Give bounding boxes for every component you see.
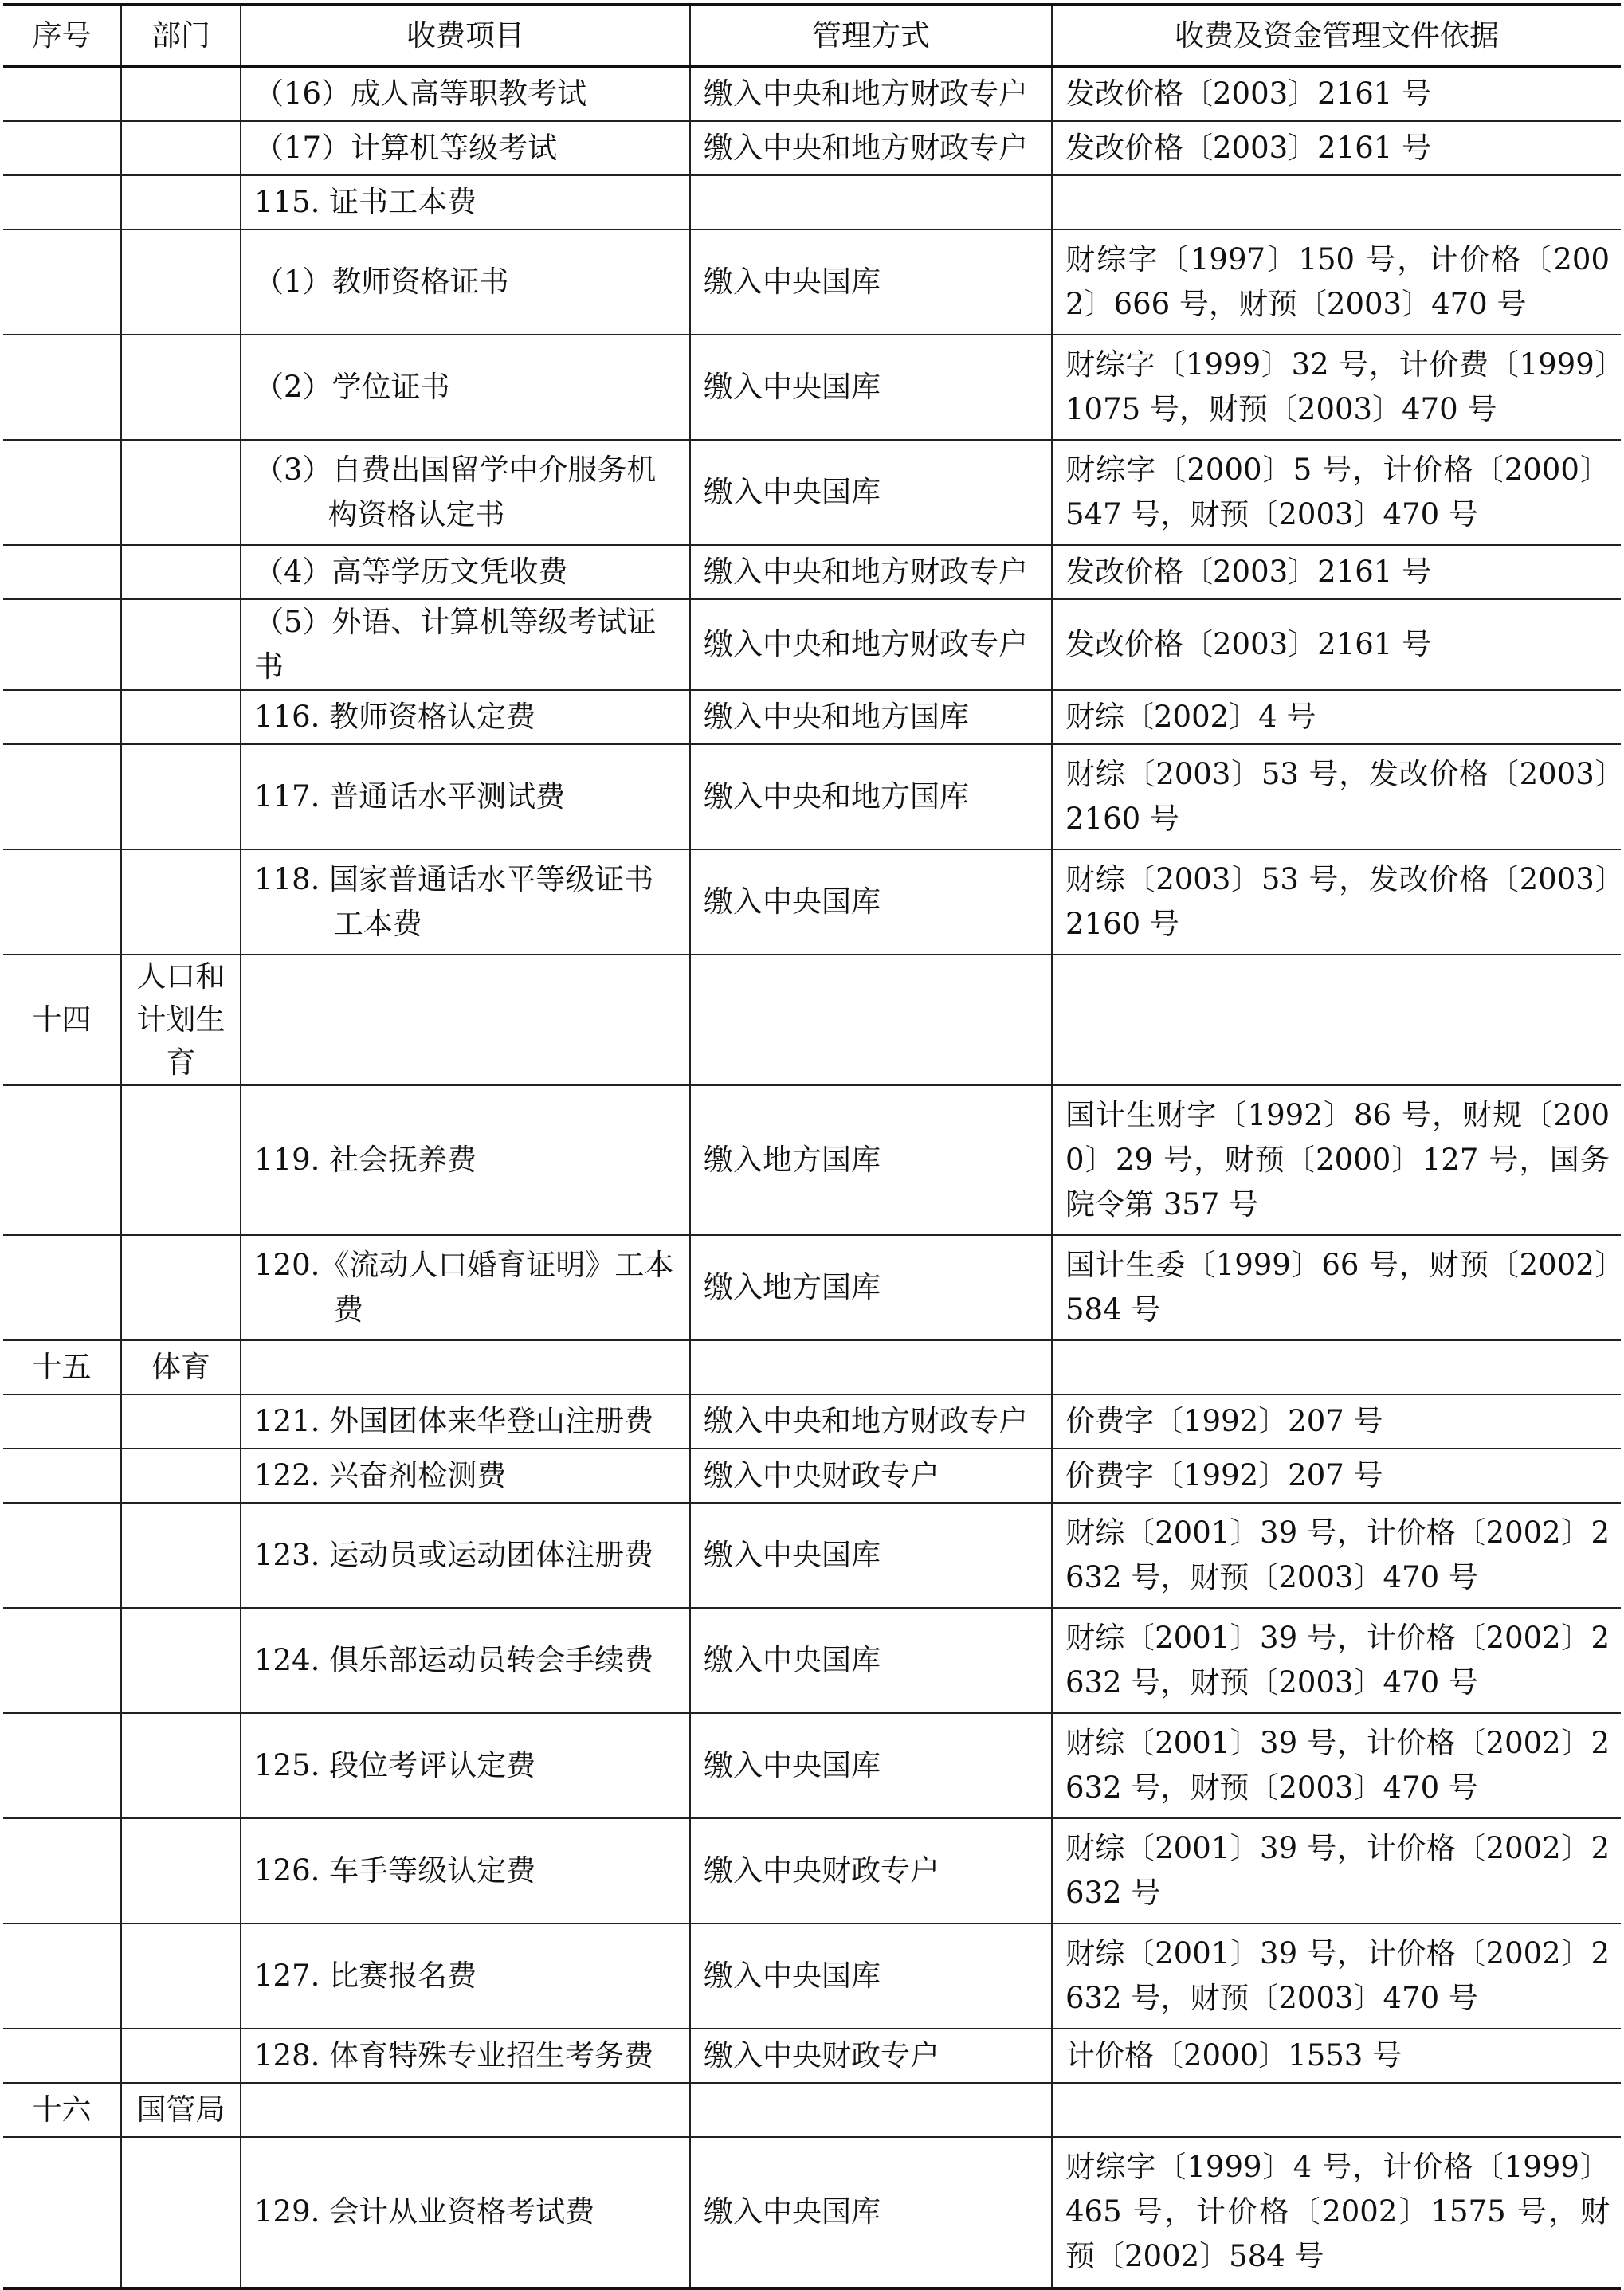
seq-cell — [3, 2029, 121, 2083]
basis-cell — [1052, 2083, 1621, 2137]
section-department: 体育 — [121, 1340, 241, 1394]
mgmt-cell: 缴入中央国库 — [690, 335, 1052, 440]
seq-cell — [3, 229, 121, 335]
item-cell — [241, 1235, 690, 1340]
basis-cell: 财综〔2001〕39 号，计价格〔2002〕2632 号，财预〔2003〕470 号 — [1052, 1503, 1621, 1608]
item-cell — [241, 229, 690, 335]
item-label: 124. 俱乐部运动员转会手续费 — [254, 1642, 654, 1677]
item-cell — [241, 175, 690, 229]
basis-cell — [1052, 955, 1621, 1085]
section-row — [3, 955, 1621, 1085]
dept-cell — [121, 175, 241, 229]
table-row — [3, 1394, 1621, 1449]
mgmt-cell — [690, 1340, 1052, 1394]
basis-cell: 发改价格〔2003〕2161 号 — [1052, 545, 1621, 599]
table-row — [3, 744, 1621, 849]
item-cell — [241, 1503, 690, 1608]
seq-cell — [3, 1085, 121, 1235]
item-label: 126. 车手等级认定费 — [254, 1853, 536, 1888]
seq-cell — [3, 1923, 121, 2029]
seq-cell — [3, 1394, 121, 1449]
fee-table — [3, 3, 1621, 2290]
item-cell — [241, 849, 690, 955]
table-row — [3, 67, 1621, 121]
seq-cell — [3, 121, 121, 175]
basis-cell: 财综字〔2000〕5 号，计价格〔2000〕547 号，财预〔2003〕470 号 — [1052, 440, 1621, 545]
table-row — [3, 1713, 1621, 1818]
item-cell — [241, 1818, 690, 1923]
table-row — [3, 545, 1621, 599]
basis-cell: 发改价格〔2003〕2161 号 — [1052, 599, 1621, 690]
mgmt-cell: 缴入中央财政专户 — [690, 1449, 1052, 1503]
basis-cell: 财综〔2001〕39 号，计价格〔2002〕2632 号，财预〔2003〕470 号 — [1052, 1923, 1621, 2029]
item-label: （2）学位证书 — [254, 369, 450, 404]
basis-cell: 财综〔2001〕39 号，计价格〔2002〕2632 号，财预〔2003〕470 号 — [1052, 1608, 1621, 1713]
mgmt-cell: 缴入中央国库 — [690, 440, 1052, 545]
item-cell — [241, 1713, 690, 1818]
basis-cell: 价费字〔1992〕207 号 — [1052, 1394, 1621, 1449]
item-label: 116. 教师资格认定费 — [254, 699, 536, 734]
table-row — [3, 599, 1621, 690]
basis-cell: 财综〔2003〕53 号，发改价格〔2003〕2160 号 — [1052, 849, 1621, 955]
item-cell — [241, 67, 690, 121]
mgmt-cell: 缴入中央国库 — [690, 2137, 1052, 2288]
item-cell — [241, 955, 690, 1085]
basis-cell: 价费字〔1992〕207 号 — [1052, 1449, 1621, 1503]
table-row — [3, 849, 1621, 955]
table-row — [3, 1085, 1621, 1235]
item-cell — [241, 335, 690, 440]
item-label: 121. 外国团体来华登山注册费 — [254, 1403, 654, 1438]
seq-cell — [3, 335, 121, 440]
mgmt-cell: 缴入地方国库 — [690, 1085, 1052, 1235]
table-row — [3, 1818, 1621, 1923]
basis-cell: 发改价格〔2003〕2161 号 — [1052, 121, 1621, 175]
header-basis: 收费及资金管理文件依据 — [1052, 5, 1621, 67]
dept-cell — [121, 1235, 241, 1340]
basis-cell — [1052, 175, 1621, 229]
dept-cell — [121, 1085, 241, 1235]
dept-cell — [121, 1449, 241, 1503]
seq-cell — [3, 1608, 121, 1713]
dept-cell — [121, 335, 241, 440]
basis-cell: 财综〔2001〕39 号，计价格〔2002〕2632 号，财预〔2003〕470 号 — [1052, 1713, 1621, 1818]
section-row — [3, 2083, 1621, 2137]
basis-cell: 计价格〔2000〕1553 号 — [1052, 2029, 1621, 2083]
dept-cell — [121, 1818, 241, 1923]
seq-cell — [3, 1503, 121, 1608]
basis-cell: 国计生委〔1999〕66 号，财预〔2002〕584 号 — [1052, 1235, 1621, 1340]
table-row — [3, 1923, 1621, 2029]
dept-cell — [121, 690, 241, 744]
dept-cell — [121, 1923, 241, 2029]
mgmt-cell: 缴入中央国库 — [690, 229, 1052, 335]
item-label: 122. 兴奋剂检测费 — [254, 1457, 507, 1492]
mgmt-cell: 缴入中央和地方财政专户 — [690, 599, 1052, 690]
mgmt-cell: 缴入中央和地方财政专户 — [690, 67, 1052, 121]
header-row — [3, 5, 1621, 67]
dept-cell — [121, 440, 241, 545]
basis-cell: 财综〔2002〕4 号 — [1052, 690, 1621, 744]
seq-cell — [3, 1235, 121, 1340]
item-label: （17）计算机等级考试 — [254, 130, 558, 165]
dept-cell — [121, 67, 241, 121]
seq-cell — [3, 1818, 121, 1923]
mgmt-cell: 缴入中央国库 — [690, 1713, 1052, 1818]
section-number: 十四 — [3, 955, 121, 1085]
dept-cell — [121, 599, 241, 690]
item-label: （4）高等学历文凭收费 — [254, 554, 568, 589]
seq-cell — [3, 545, 121, 599]
item-label: （3）自费出国留学中介服务机构资格认定书 — [254, 452, 657, 531]
dept-cell — [121, 229, 241, 335]
item-cell — [241, 690, 690, 744]
table-row — [3, 1503, 1621, 1608]
table-row — [3, 2137, 1621, 2288]
dept-cell — [121, 744, 241, 849]
table-row — [3, 2029, 1621, 2083]
item-label: 120.《流动人口婚育证明》工本费 — [254, 1247, 674, 1327]
dept-cell — [121, 849, 241, 955]
seq-cell — [3, 2137, 121, 2288]
item-cell — [241, 1449, 690, 1503]
mgmt-cell: 缴入中央和地方国库 — [690, 744, 1052, 849]
item-label: 117. 普通话水平测试费 — [254, 778, 566, 814]
dept-cell — [121, 1503, 241, 1608]
seq-cell — [3, 67, 121, 121]
dept-cell — [121, 1394, 241, 1449]
mgmt-cell: 缴入中央国库 — [690, 1923, 1052, 2029]
item-cell — [241, 599, 690, 690]
basis-cell: 发改价格〔2003〕2161 号 — [1052, 67, 1621, 121]
mgmt-cell: 缴入中央国库 — [690, 849, 1052, 955]
item-label: 127. 比赛报名费 — [254, 1958, 477, 1993]
mgmt-cell: 缴入中央和地方财政专户 — [690, 121, 1052, 175]
seq-cell — [3, 175, 121, 229]
mgmt-cell: 缴入中央国库 — [690, 1503, 1052, 1608]
seq-cell — [3, 1449, 121, 1503]
table-row — [3, 1235, 1621, 1340]
seq-cell — [3, 690, 121, 744]
mgmt-cell — [690, 2083, 1052, 2137]
seq-cell — [3, 1713, 121, 1818]
mgmt-cell: 缴入中央和地方国库 — [690, 690, 1052, 744]
item-cell — [241, 1085, 690, 1235]
mgmt-cell: 缴入中央国库 — [690, 1608, 1052, 1713]
mgmt-cell: 缴入中央财政专户 — [690, 1818, 1052, 1923]
basis-cell: 财综字〔1999〕4 号，计价格〔1999〕465 号，计价格〔2002〕1575 号，财预〔2002〕584 号 — [1052, 2137, 1621, 2288]
item-label: 129. 会计从业资格考试费 — [254, 2194, 595, 2229]
seq-cell — [3, 599, 121, 690]
item-cell — [241, 440, 690, 545]
section-number: 十六 — [3, 2083, 121, 2137]
seq-cell — [3, 440, 121, 545]
header-seq: 序号 — [3, 5, 121, 67]
table-row — [3, 690, 1621, 744]
mgmt-cell: 缴入中央财政专户 — [690, 2029, 1052, 2083]
basis-cell: 国计生财字〔1992〕86 号，财规〔2000〕29 号，财预〔2000〕127 号，国务院令第 357 号 — [1052, 1085, 1621, 1235]
item-label: 125. 段位考评认定费 — [254, 1747, 536, 1782]
dept-cell — [121, 2137, 241, 2288]
mgmt-cell: 缴入地方国库 — [690, 1235, 1052, 1340]
item-label: 119. 社会抚养费 — [254, 1142, 477, 1177]
item-label: 115. 证书工本费 — [254, 184, 477, 219]
section-department: 国管局 — [121, 2083, 241, 2137]
item-cell — [241, 121, 690, 175]
item-label: （5）外语、计算机等级考试证书 — [254, 604, 657, 684]
table-row — [3, 1449, 1621, 1503]
item-cell — [241, 2083, 690, 2137]
basis-cell — [1052, 1340, 1621, 1394]
item-cell — [241, 1340, 690, 1394]
item-cell — [241, 1923, 690, 2029]
basis-cell: 财综〔2003〕53 号，发改价格〔2003〕2160 号 — [1052, 744, 1621, 849]
item-label: 128. 体育特殊专业招生考务费 — [254, 2037, 654, 2072]
item-label: 118. 国家普通话水平等级证书工本费 — [254, 861, 654, 941]
seq-cell — [3, 849, 121, 955]
section-number: 十五 — [3, 1340, 121, 1394]
item-label: （1）教师资格证书 — [254, 264, 509, 299]
section-row — [3, 1340, 1621, 1394]
mgmt-cell: 缴入中央和地方财政专户 — [690, 1394, 1052, 1449]
header-item: 收费项目 — [241, 5, 690, 67]
table-row — [3, 335, 1621, 440]
header-mgmt: 管理方式 — [690, 5, 1052, 67]
seq-cell — [3, 744, 121, 849]
dept-cell — [121, 1608, 241, 1713]
table-row — [3, 175, 1621, 229]
basis-cell: 财综字〔1999〕32 号，计价费〔1999〕1075 号，财预〔2003〕470 号 — [1052, 335, 1621, 440]
mgmt-cell: 缴入中央和地方财政专户 — [690, 545, 1052, 599]
mgmt-cell — [690, 955, 1052, 1085]
table-row — [3, 440, 1621, 545]
item-label: 123. 运动员或运动团体注册费 — [254, 1537, 654, 1572]
basis-cell: 财综字〔1997〕150 号，计价格〔2002〕666 号，财预〔2003〕470 号 — [1052, 229, 1621, 335]
item-cell — [241, 2029, 690, 2083]
item-cell — [241, 2137, 690, 2288]
basis-cell: 财综〔2001〕39 号，计价格〔2002〕2632 号 — [1052, 1818, 1621, 1923]
item-cell — [241, 1608, 690, 1713]
dept-cell — [121, 545, 241, 599]
mgmt-cell — [690, 175, 1052, 229]
table-row — [3, 121, 1621, 175]
section-department: 人口和计划生育 — [121, 955, 241, 1085]
header-dept: 部门 — [121, 5, 241, 67]
item-cell — [241, 1394, 690, 1449]
dept-cell — [121, 1713, 241, 1818]
item-cell — [241, 545, 690, 599]
dept-cell — [121, 121, 241, 175]
item-cell — [241, 744, 690, 849]
table-row — [3, 229, 1621, 335]
item-label: （16）成人高等职教考试 — [254, 76, 587, 111]
dept-cell — [121, 2029, 241, 2083]
table-row — [3, 1608, 1621, 1713]
